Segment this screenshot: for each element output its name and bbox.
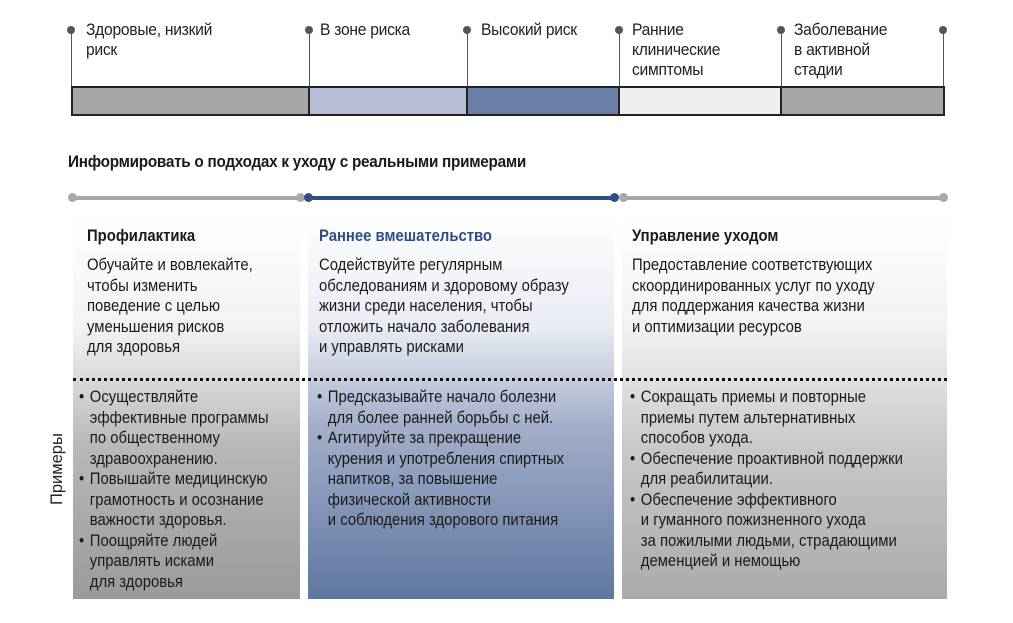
example-item: • Сокращать приемы и повторные приемы путем альтернативных способов ухода.: [630, 387, 903, 449]
rail-dot-5: [619, 193, 628, 202]
column-description-care-management: Предоставление соответствующих скоординированных услуг по уходу для поддержания качества жизни и оптимизации ресурсов: [632, 256, 875, 336]
stage-tick-3: [467, 30, 468, 86]
stage-tick-4: [619, 30, 620, 86]
examples-list-care-management: [630, 387, 903, 572]
rail-dot-6: [939, 193, 948, 202]
stage-label-healthy: Здоровые, низкий риск: [86, 20, 213, 59]
stage-label-high-risk: Высокий риск: [481, 20, 577, 39]
example-item: • Поощряйте людей управлять исками для здоровья: [79, 531, 269, 593]
examples-list-early-intervention: [317, 387, 564, 531]
example-item: • Предсказывайте начало болезни для более ранней борьбы с ней.: [317, 387, 564, 428]
stage-label-early-symptoms: Ранние клинические симптомы: [632, 20, 721, 79]
stage-label-at-risk: В зоне риска: [320, 20, 410, 39]
stage-segment-high-risk: [468, 88, 620, 114]
column-title-care-management: Управление уходом: [632, 227, 779, 245]
rail-early-intervention: [309, 196, 615, 200]
examples-side-label: Примеры: [48, 433, 66, 505]
column-title-early-intervention: Раннее вмешательство: [319, 227, 492, 245]
rail-dot-1: [68, 193, 77, 202]
column-early-intervention: [308, 213, 614, 599]
rail-dot-3: [304, 193, 313, 202]
stage-bar: [71, 86, 945, 116]
section-subtitle: Информировать о подходах к уходу с реальными примерами: [68, 152, 527, 171]
rail-dot-4: [610, 193, 619, 202]
stage-tick-2: [309, 30, 310, 86]
column-description-early-intervention: Содействуйте регулярным обследованиям и здоровому образу жизни среди населения, чтобы отложить начало заболевания и управлять рисками: [319, 256, 569, 356]
stage-tick-5: [781, 30, 782, 86]
stage-segment-at-risk: [310, 88, 468, 114]
example-item: • Агитируйте за прекращение курения и употребления спиртных напитков, за повышение физической активности и соблюдения здорового питания: [317, 428, 564, 531]
examples-divider: [73, 378, 947, 381]
example-item: • Обеспечение проактивной поддержки для реабилитации.: [630, 449, 903, 490]
rail-care-management: [622, 196, 947, 200]
rail-prevention: [73, 196, 303, 200]
column-title-prevention: Профилактика: [87, 227, 196, 245]
example-item: • Обеспечение эффективного и гуманного пожизненного ухода за пожилыми людьми, страдающими деменцией и немощью: [630, 490, 903, 572]
column-prevention: [73, 213, 300, 599]
stage-segment-early-symptoms: [620, 88, 782, 114]
column-care-management: [622, 213, 947, 599]
stage-label-active-disease: Заболевание в активной стадии: [794, 20, 888, 79]
stage-segment-healthy: [73, 88, 310, 114]
example-item: • Осуществляйте эффективные программы по общественному здравоохранению.: [79, 387, 269, 469]
stage-tick-1: [71, 30, 72, 86]
example-item: • Повышайте медицинскую грамотность и осознание важности здоровья.: [79, 469, 269, 531]
stage-segment-active-disease: [782, 88, 943, 114]
stage-tick-6: [943, 30, 944, 86]
column-description-prevention: Обучайте и вовлекайте, чтобы изменить поведение с целью уменьшения рисков для здоровья: [87, 256, 253, 356]
examples-list-prevention: [79, 387, 269, 592]
